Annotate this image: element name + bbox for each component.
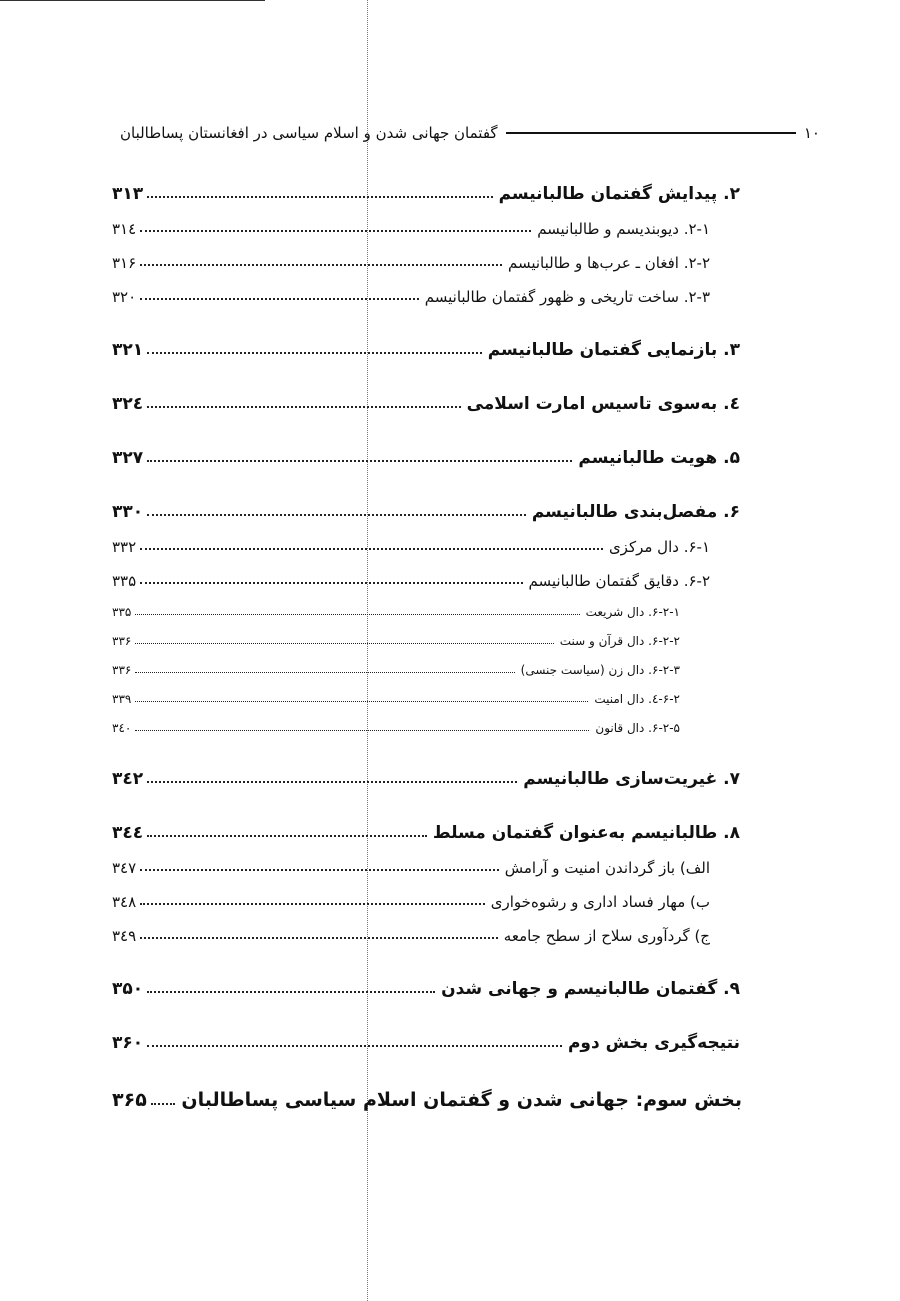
toc-entry-title: ۶. مفصل‌بندی طالبانیسم <box>531 502 740 522</box>
toc-entry-title: ۶-۲-۲. دال قرآن و سنت <box>559 634 680 648</box>
toc-entry-page: ۳۲۷ <box>112 448 144 468</box>
toc-entry-page: ۳۱۶ <box>112 254 137 272</box>
toc-entry-page: ۳۳۶ <box>112 634 132 648</box>
toc-entry-page: ۳۲۰ <box>112 288 137 306</box>
toc-entry-page: ۳۳۵ <box>112 605 132 619</box>
dot-leader <box>147 514 526 516</box>
dot-leader <box>147 352 482 354</box>
header-rule <box>506 132 796 134</box>
toc-entry-page: ۳۳۶ <box>112 663 132 677</box>
toc-entry[interactable] <box>112 378 742 418</box>
toc-entry-title: ۳. بازنمایی گفتمان طالبانیسم <box>487 340 740 360</box>
toc-entry-title: ۶-۲-۳. دال زن (سیاست جنسی) <box>520 663 680 677</box>
dot-leader <box>135 730 589 731</box>
toc-entry[interactable] <box>112 847 742 881</box>
section-gap <box>112 472 742 486</box>
toc-entry[interactable] <box>112 710 742 739</box>
toc-entry-page: ۳۳۹ <box>112 692 132 706</box>
toc-entry-title: ۶-۱. دال مرکزی <box>608 538 710 556</box>
toc-entry[interactable] <box>112 486 742 526</box>
toc-entry-title: ۶-۲-۵. دال قانون <box>595 721 680 735</box>
dot-leader <box>140 298 419 300</box>
toc-entry-page: ۳۶۵ <box>112 1089 147 1111</box>
running-header <box>120 116 820 150</box>
dot-leader <box>140 548 603 550</box>
dot-leader <box>140 869 499 871</box>
toc-entry-page: ۳٤۰ <box>112 721 132 735</box>
dot-leader <box>140 937 498 939</box>
toc-entry[interactable] <box>112 881 742 915</box>
table-of-contents <box>112 168 742 1115</box>
toc-entry[interactable] <box>112 324 742 364</box>
toc-entry-title: ۷. غیریت‌سازی طالبانیسم <box>523 769 740 789</box>
toc-entry-page: ۳٤٤ <box>112 823 144 843</box>
section-gap <box>112 364 742 378</box>
toc-entry[interactable] <box>112 242 742 276</box>
toc-entry-title: ۲-۱. دیوبندیسم و طالبانیسم <box>537 220 710 238</box>
dot-leader <box>135 672 514 673</box>
dot-leader <box>147 991 435 993</box>
toc-entry-title: ج) گردآوری سلاح از سطح جامعه <box>503 927 710 945</box>
section-gap <box>112 1057 742 1071</box>
toc-entry-page: ۳٤۲ <box>112 769 144 789</box>
toc-entry-page: ۳٤۹ <box>112 927 137 945</box>
toc-entry[interactable] <box>112 1071 742 1115</box>
toc-entry-title: ۶-۲-٤. دال امنیت <box>594 692 680 706</box>
toc-entry-title: ۲-۲. افغان ـ عرب‌ها و طالبانیسم <box>507 254 710 272</box>
dot-leader <box>147 460 572 462</box>
toc-entry-page: ۳٤۷ <box>112 859 137 877</box>
toc-entry[interactable] <box>112 560 742 594</box>
toc-entry-page: ۳۱۳ <box>112 184 144 204</box>
dot-leader <box>147 196 492 198</box>
dot-leader <box>140 582 522 584</box>
dot-leader <box>147 781 517 783</box>
toc-entry[interactable] <box>112 652 742 681</box>
section-gap <box>112 739 742 753</box>
toc-entry-page: ۳۲٤ <box>112 394 144 414</box>
toc-entry[interactable] <box>112 168 742 208</box>
toc-entry[interactable] <box>112 807 742 847</box>
page-number: ۱۰ <box>803 124 820 142</box>
toc-entry[interactable] <box>112 594 742 623</box>
toc-entry-title: ۵. هویت طالبانیسم <box>578 448 740 468</box>
toc-entry-page: ۳۳۲ <box>112 538 137 556</box>
toc-entry[interactable] <box>112 753 742 793</box>
toc-entry-page: ۳۵۰ <box>112 979 144 999</box>
toc-entry-title: ۶-۲-۱. دال شریعت <box>585 605 680 619</box>
book-title: گفتمان جهانی شدن و اسلام سیاسی در افغانستان پساطالبان <box>120 124 498 142</box>
toc-entry-title: ۲. پیدایش گفتمان طالبانیسم <box>498 184 740 204</box>
toc-entry-page: ۳۶۰ <box>112 1033 144 1053</box>
toc-entry-title: الف) باز گرداندن امنیت و آرامش <box>504 859 710 877</box>
section-gap <box>112 793 742 807</box>
toc-entry-title: ۹. گفتمان طالبانیسم و جهانی شدن <box>441 979 740 999</box>
toc-entry[interactable] <box>112 623 742 652</box>
dot-leader <box>147 835 427 837</box>
toc-entry-title: بخش سوم: جهانی شدن و گفتمان اسلام سیاسی پساطالبان <box>181 1089 742 1111</box>
top-rule <box>0 0 265 1</box>
toc-entry-page: ۳٤۸ <box>112 893 137 911</box>
toc-entry[interactable] <box>112 208 742 242</box>
dot-leader <box>140 264 502 266</box>
toc-entry-title: ۲-۳. ساخت تاریخی و ظهور گفتمان طالبانیسم <box>424 288 710 306</box>
toc-entry-title: ٤. به‌سوی تاسیس امارت اسلامی <box>466 394 740 414</box>
toc-entry-page: ۳۲۱ <box>112 340 144 360</box>
section-gap <box>112 418 742 432</box>
dot-leader <box>147 406 460 408</box>
toc-entry-title: نتیجه‌گیری بخش دوم <box>567 1033 740 1053</box>
toc-entry[interactable] <box>112 1017 742 1057</box>
dot-leader <box>135 643 553 644</box>
toc-entry[interactable] <box>112 915 742 949</box>
dot-leader <box>135 701 588 702</box>
dot-leader <box>147 1045 562 1047</box>
toc-entry-page: ۳۱٤ <box>112 220 137 238</box>
toc-entry[interactable] <box>112 963 742 1003</box>
toc-entry[interactable] <box>112 681 742 710</box>
toc-entry-page: ۳۳۵ <box>112 572 137 590</box>
toc-entry[interactable] <box>112 432 742 472</box>
section-gap <box>112 310 742 324</box>
toc-entry[interactable] <box>112 526 742 560</box>
section-gap <box>112 949 742 963</box>
toc-entry-title: ۸. طالبانیسم به‌عنوان گفتمان مسلط <box>432 823 740 843</box>
dot-leader <box>151 1103 176 1105</box>
dot-leader <box>135 614 579 615</box>
toc-entry-page: ۳۳۰ <box>112 502 144 522</box>
dot-leader <box>140 230 531 232</box>
section-gap <box>112 1003 742 1017</box>
dot-leader <box>140 903 485 905</box>
toc-entry-title: ۶-۲. دقایق گفتمان طالبانیسم <box>528 572 710 590</box>
toc-entry-title: ب) مهار فساد اداری و رشوه‌خواری <box>490 893 710 911</box>
toc-entry[interactable] <box>112 276 742 310</box>
